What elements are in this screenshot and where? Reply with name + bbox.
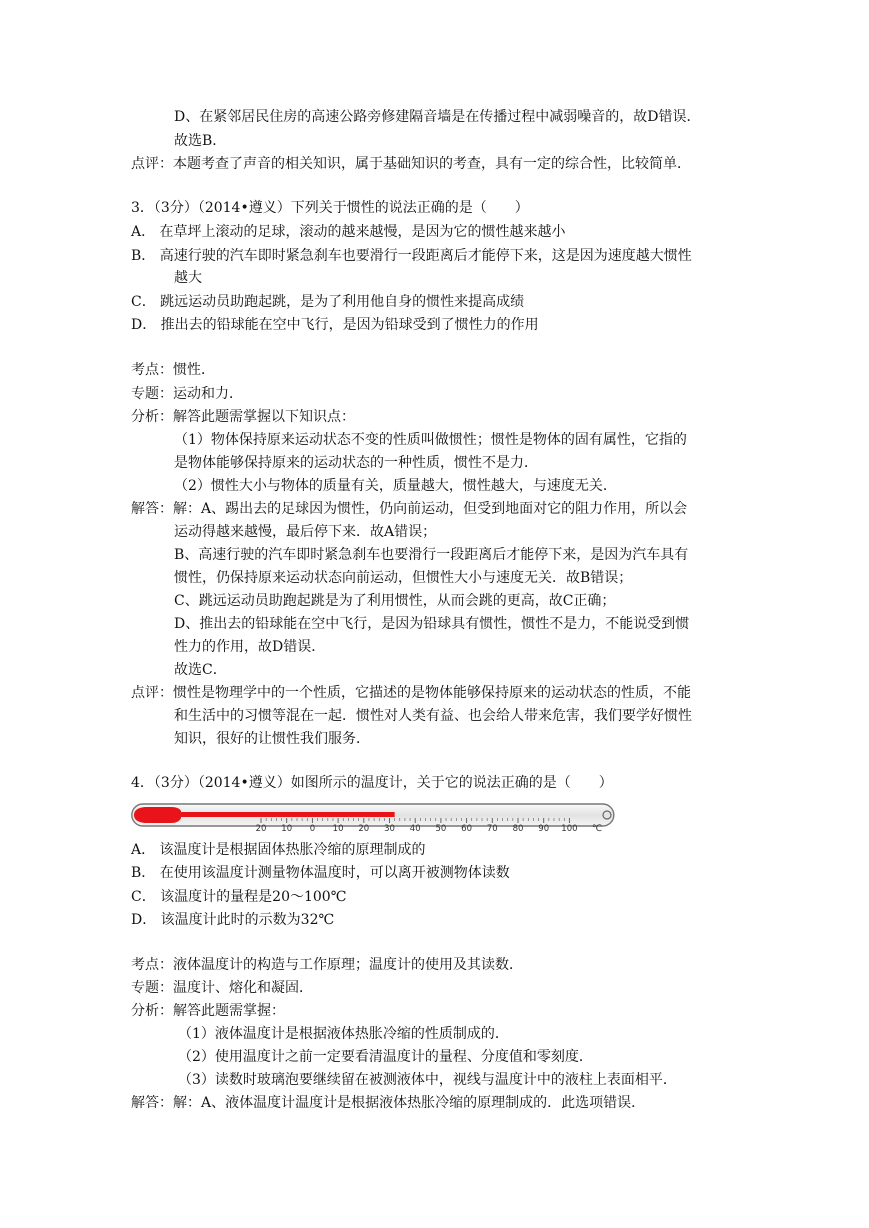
thermometer-liquid-column <box>179 812 395 817</box>
q3-jieda-7: 性力的作用，故D错误． <box>174 639 326 655</box>
scale-tick-label: 80 <box>512 824 524 834</box>
q3-jieda-3: B、高速行驶的汽车即时紧急刹车也要滑行一段距离后才能停下来，是因为汽车具有 <box>174 547 689 563</box>
scale-tick-label: 20 <box>255 824 267 834</box>
q3-option-a: A． 在草坪上滚动的足球，滚动的越来越慢，是因为它的惯性越来越小 <box>131 224 566 240</box>
q3-jieda-6: D、推出去的铅球能在空中飞行，是因为铅球具有惯性，惯性不是力，不能说受到惯 <box>174 616 690 632</box>
q3-stem: 3．（3分）（2014•遵义）下列关于惯性的说法正确的是（ ） <box>131 200 529 216</box>
q3-dianping-2: 和生活中的习惯等混在一起．惯性对人类有益、也会给人带来危害，我们要学好惯性 <box>174 708 692 724</box>
q3-option-d: D． 推出去的铅球能在空中飞行，是因为铅球受到了惯性力的作用 <box>131 317 539 333</box>
q3-dianping-3: 知识，很好的让惯性我们服务． <box>174 731 370 747</box>
q3-jieda-4: 惯性，仍保持原来运动状态向前运动，但惯性大小与速度无关．故B错误； <box>174 570 633 586</box>
scale-tick-label: 0 <box>309 824 316 834</box>
prev-comment: 点评：本题考查了声音的相关知识，属于基础知识的考查，具有一定的综合性，比较简单． <box>131 156 691 172</box>
q3-zhuanti: 专题：运动和力． <box>131 386 243 402</box>
q3-jieda-5: C、跳远运动员助跑起跳是为了利用惯性，从而会跳的更高，故C正确； <box>174 593 616 609</box>
q3-fenxi-2: 是物体能够保持原来的运动状态的一种性质，惯性不是力． <box>174 455 538 471</box>
q4-jieda-1: 解答：解：A、液体温度计温度计是根据液体热胀冷缩的原理制成的．此选项错误． <box>131 1095 646 1111</box>
q3-fenxi-3: （2）惯性大小与物体的质量有关，质量越大，惯性越大，与速度无关． <box>174 478 617 494</box>
thermometer-figure <box>131 799 617 835</box>
q4-fenxi-2: （2）使用温度计之前一定要看清温度计的量程、分度值和零刻度． <box>178 1049 593 1065</box>
scale-tick-label: 30 <box>384 824 395 834</box>
scale-tick-label: 70 <box>486 824 498 834</box>
scale-tick-label: 60 <box>461 824 473 834</box>
thermometer-bulb <box>134 807 181 823</box>
q4-zhuanti: 专题：温度计、熔化和凝固． <box>131 980 313 996</box>
scale-tick-label: 100 <box>561 824 578 834</box>
q3-option-b: B． 高速行驶的汽车即时紧急刹车也要滑行一段距离后才能停下来，这是因为速度越大惯性 <box>131 248 692 264</box>
q4-stem: 4．（3分）（2014•遵义）如图所示的温度计，关于它的说法正确的是（ ） <box>131 775 613 791</box>
q4-option-a: A． 该温度计是根据固体热胀冷缩的原理制成的 <box>131 842 426 858</box>
q3-fenxi-1: （1）物体保持原来运动状态不变的性质叫做惯性；惯性是物体的固有属性，它指的 <box>174 432 687 448</box>
q4-option-b: B． 在使用该温度计测量物体温度时，可以离开被测物体读数 <box>131 865 510 881</box>
scale-tick-label: 50 <box>435 824 447 834</box>
q4-fenxi-1: （1）液体温度计是根据液体热胀冷缩的性质制成的． <box>178 1026 509 1042</box>
q3-dianping-1: 点评：惯性是物理学中的一个性质，它描述的是物体能够保持原来的运动状态的性质，不能 <box>131 685 691 701</box>
q4-fenxi-3: （3）读数时玻璃泡要继续留在被测液体中，视线与温度计中的液柱上表面相平． <box>178 1072 677 1088</box>
q4-fenxi-head: 分析：解答此题需掌握： <box>131 1003 285 1019</box>
prev-choose-answer: 故选B． <box>174 133 227 149</box>
q3-option-c: C． 跳远运动员助跑起跳，是为了利用他自身的惯性来提高成绩 <box>131 294 525 310</box>
scale-tick-label: 20 <box>358 824 370 834</box>
q3-option-b-cont: 越大 <box>174 270 202 286</box>
q3-kaodian: 考点：惯性． <box>131 362 215 378</box>
scale-tick-label: 10 <box>281 824 293 834</box>
q4-kaodian: 考点：液体温度计的构造与工作原理；温度计的使用及其读数． <box>131 957 523 973</box>
scale-tick-label: 90 <box>538 824 550 834</box>
q3-jieda-2: 运动得越来越慢，最后停下来．故A错误； <box>174 524 437 540</box>
q3-jieda-8: 故选C． <box>174 662 227 678</box>
q4-option-d: D． 该温度计此时的示数为32℃ <box>131 912 335 928</box>
q3-jieda-1: 解答：解：A、踢出去的足球因为惯性，仍向前运动，但受到地面对它的阻力作用，所以会 <box>131 501 688 517</box>
scale-tick-label: 10 <box>332 824 344 834</box>
scale-tick-label: 40 <box>409 824 421 834</box>
prev-option-d-explanation: D、在紧邻居民住房的高速公路旁修建隔音墙是在传播过程中减弱噪音的，故D错误． <box>174 109 701 125</box>
q4-option-c: C． 该温度计的量程是20～100℃ <box>131 889 347 905</box>
q3-fenxi-head: 分析：解答此题需掌握以下知识点： <box>131 409 355 425</box>
thermometer-unit: ℃ <box>592 824 603 834</box>
